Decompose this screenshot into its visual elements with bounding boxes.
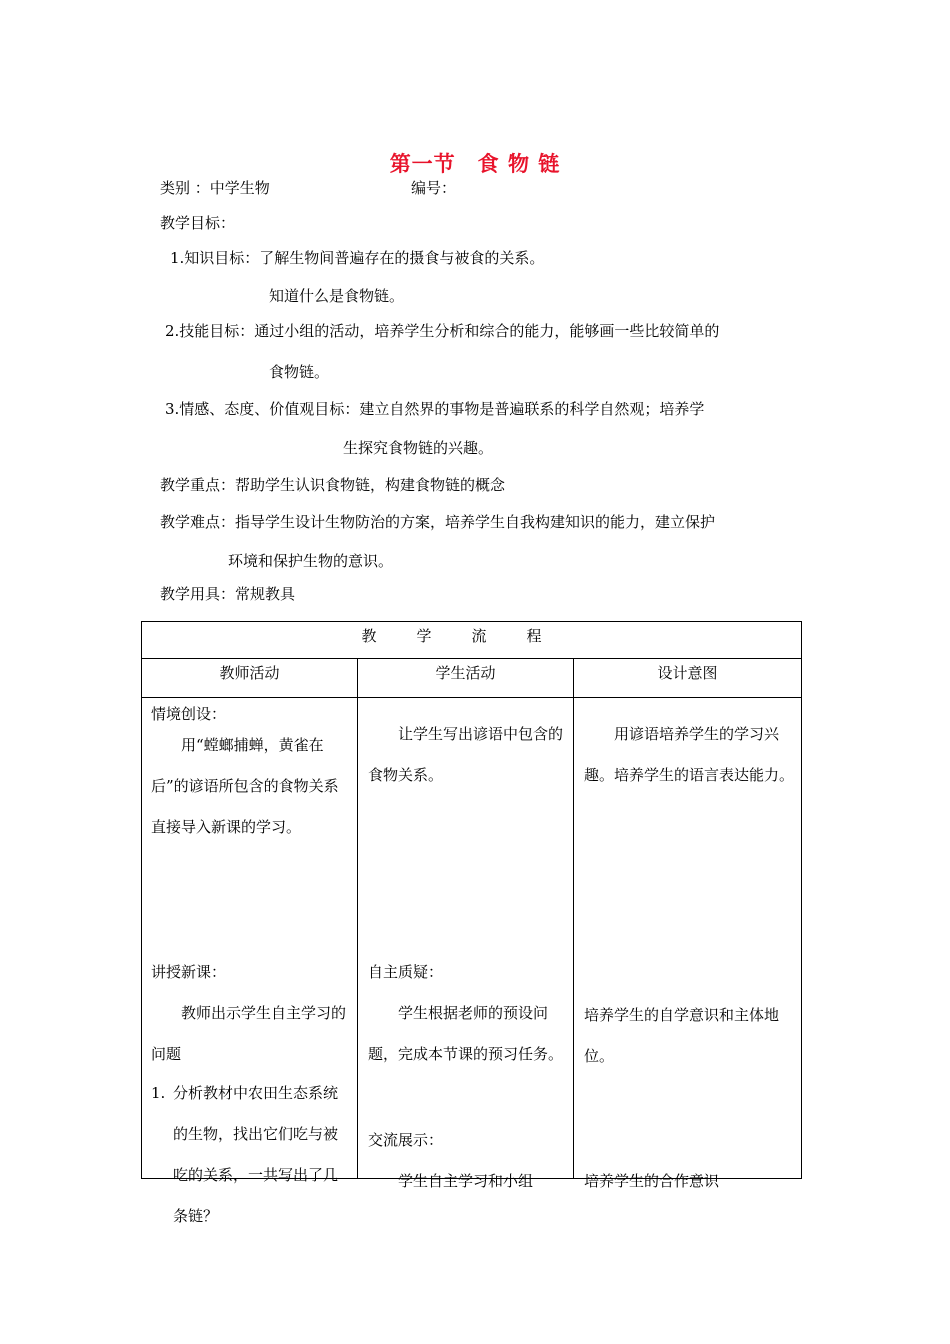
student-activity-cell [358,698,574,1190]
key-points: 教学重点：帮助学生认识食物链，构建食物链的概念 [160,476,506,494]
design-intent-cell [574,698,802,1190]
col-teacher-activity: 教师活动 [142,659,358,698]
share-text: 学生自主学习和小组 [398,1172,534,1190]
col-design-intent: 设计意图 [574,659,802,698]
design-self-text: 培养学生的自学意识和主体地位。 [584,1006,780,1065]
difficulties-cont: 环境和保护生物的意识。 [228,552,394,570]
number-label: 编号： [411,179,457,197]
self-question-text: 学生根据老师的预设问题，完成本节课的预习任务。 [368,1004,564,1063]
question-1-text: 分析教材中农田生态系统的生物，找出它们吃与被吃的关系，一共写出了几条链？ [173,1084,339,1225]
goal-knowledge: 1.知识目标：了解生物间普遍存在的摄食与被食的关系。 [170,249,545,267]
col-student-activity: 学生活动 [358,659,574,698]
teacher-activity-cell [142,698,358,1225]
teaching-tools: 教学用具：常规教具 [160,585,296,603]
goal-skill-cont: 食物链。 [269,363,330,381]
category-label: 类别 ：中学生物 [160,179,270,197]
goal-attitude-cont: 生探究食物链的兴趣。 [343,439,494,457]
goal-knowledge-cont: 知道什么是食物链。 [269,287,405,305]
new-lesson-heading: 讲授新课： [151,963,227,981]
difficulties: 教学难点：指导学生设计生物防治的方案，培养学生自我构建知识的能力，建立保护 [160,513,716,531]
new-lesson-text: 教师出示学生自主学习的问题 [151,1004,347,1063]
question-1-number: 1. [151,1084,166,1102]
flow-header: 教学流程 [142,622,802,659]
page-title: 第一节 食 物 链 [389,151,561,176]
goal-skill: 2.技能目标：通过小组的活动，培养学生分析和综合的能力，能够画一些比较简单的 [165,322,720,340]
scene-text: 用“螳螂捕蝉，黄雀在后”的谚语所包含的食物关系直接导入新课的学习。 [151,736,339,836]
self-question-heading: 自主质疑： [368,963,444,981]
teaching-flow-table [141,621,802,1225]
design-scene-text: 用谚语培养学生的学习兴趣。培养学生的语言表达能力。 [584,725,795,784]
student-scene-text: 让学生写出谚语中包含的食物关系。 [368,725,564,784]
goals-heading: 教学目标： [160,214,236,232]
goal-attitude: 3.情感、态度、价值观目标：建立自然界的事物是普遍联系的科学自然观；培养学 [165,400,705,418]
share-heading: 交流展示： [368,1131,444,1149]
scene-heading: 情境创设： [151,705,227,723]
design-share-text: 培养学生的合作意识 [584,1172,720,1190]
